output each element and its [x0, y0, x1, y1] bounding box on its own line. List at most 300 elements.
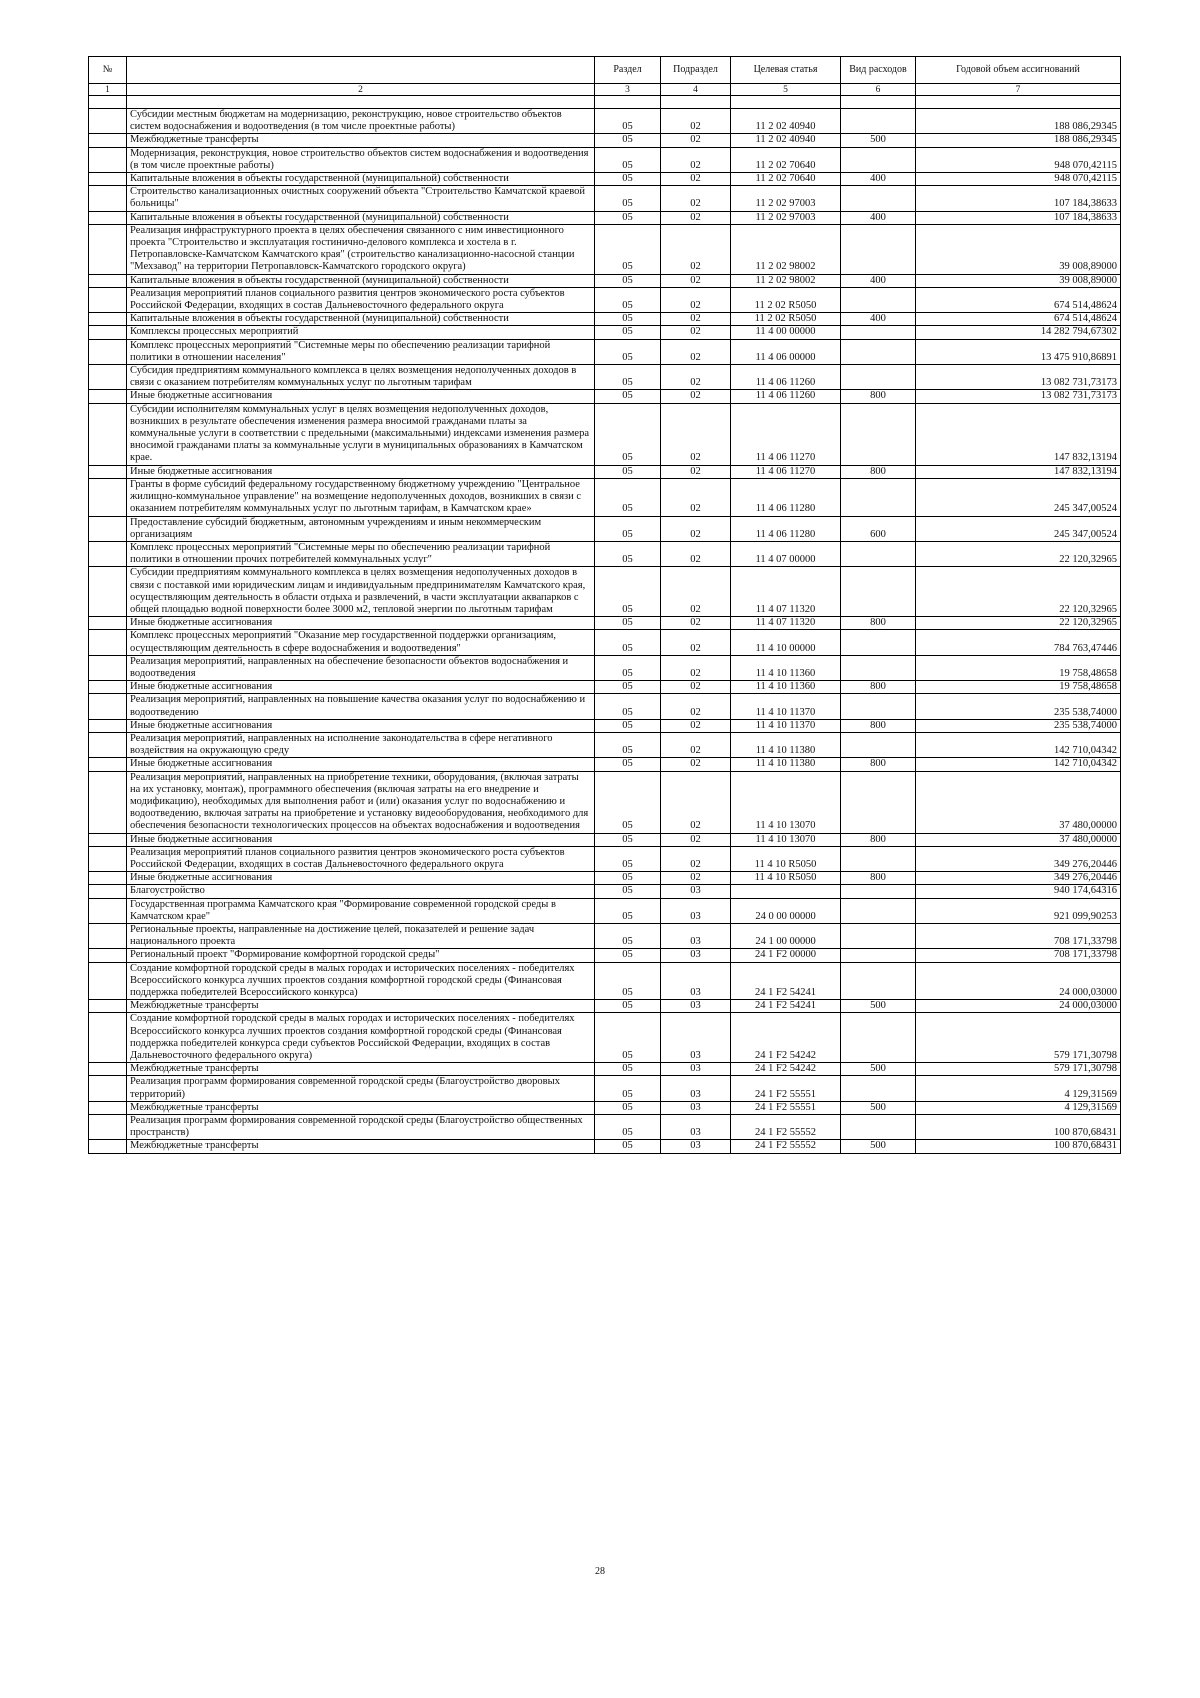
row-amount: 235 538,74000	[916, 719, 1121, 732]
row-vid	[841, 898, 916, 923]
budget-allocations-table	[88, 56, 1121, 1154]
row-razdel: 05	[595, 771, 661, 833]
table-row	[89, 390, 1121, 403]
row-name: Реализация мероприятий планов социального развития центров экономического роста субъектов Российской Федерации, входящих в состав Дальневосточного федерального округа	[127, 846, 595, 871]
row-razdel: 05	[595, 465, 661, 478]
row-number-cell	[89, 1076, 127, 1101]
row-razdel: 05	[595, 516, 661, 541]
row-vid: 800	[841, 833, 916, 846]
row-podrazdel: 02	[661, 186, 731, 211]
row-name: Реализация мероприятий, направленных на повышение качества оказания услуг по водоснабжению и водоотведению	[127, 694, 595, 719]
row-name: Иные бюджетные ассигнования	[127, 617, 595, 630]
table-row	[89, 872, 1121, 885]
table-row	[89, 326, 1121, 339]
row-number-cell	[89, 617, 127, 630]
row-podrazdel: 02	[661, 771, 731, 833]
header-article: Целевая статья	[731, 57, 841, 84]
table-row	[89, 758, 1121, 771]
row-podrazdel: 02	[661, 109, 731, 134]
row-vid	[841, 771, 916, 833]
row-razdel: 05	[595, 224, 661, 274]
row-razdel: 05	[595, 694, 661, 719]
row-podrazdel: 02	[661, 134, 731, 147]
row-vid: 500	[841, 1000, 916, 1013]
table-row	[89, 541, 1121, 566]
row-vid: 600	[841, 516, 916, 541]
row-number-cell	[89, 681, 127, 694]
row-article: 24 0 00 00000	[731, 898, 841, 923]
row-podrazdel: 03	[661, 1115, 731, 1140]
row-razdel: 05	[595, 541, 661, 566]
table-row	[89, 1115, 1121, 1140]
row-name: Комплекс процессных мероприятий "Системные меры по обеспечению реализации тарифной политики в отношении населения"	[127, 339, 595, 364]
row-number-cell	[89, 758, 127, 771]
row-article: 11 2 02 98002	[731, 274, 841, 287]
row-vid: 800	[841, 719, 916, 732]
row-vid: 800	[841, 465, 916, 478]
row-number-cell	[89, 186, 127, 211]
row-podrazdel: 02	[661, 541, 731, 566]
row-podrazdel: 02	[661, 287, 731, 312]
row-article: 11 4 10 13070	[731, 833, 841, 846]
colnum-1: 1	[89, 84, 127, 96]
table-row	[89, 211, 1121, 224]
row-amount: 13 082 731,73173	[916, 390, 1121, 403]
row-article: 11 4 10 11370	[731, 719, 841, 732]
table-row	[89, 567, 1121, 617]
row-number-cell	[89, 771, 127, 833]
row-vid: 800	[841, 872, 916, 885]
row-podrazdel: 03	[661, 1063, 731, 1076]
row-amount: 579 171,30798	[916, 1063, 1121, 1076]
row-razdel: 05	[595, 758, 661, 771]
row-podrazdel: 02	[661, 211, 731, 224]
row-podrazdel: 02	[661, 403, 731, 465]
row-vid: 400	[841, 211, 916, 224]
column-number-row	[89, 84, 1121, 96]
row-vid	[841, 846, 916, 871]
row-name: Иные бюджетные ассигнования	[127, 872, 595, 885]
row-name: Гранты в форме субсидий федеральному государственному бюджетному учреждению "Центральное жилищно-коммунальное управление" на возмещение недополученных доходов, возникших в связи с оказанием потребителям коммунальных услуг по льготным тарифам, в Камчатском крае»	[127, 478, 595, 516]
row-amount: 37 480,00000	[916, 833, 1121, 846]
row-amount: 4 129,31569	[916, 1101, 1121, 1114]
row-article: 24 1 F2 54241	[731, 1000, 841, 1013]
table-row	[89, 339, 1121, 364]
row-number-cell	[89, 211, 127, 224]
row-name: Субсидии местным бюджетам на модернизацию, реконструкцию, новое строительство объектов систем водоснабжения и водоотведения (в том числе проектные работы)	[127, 109, 595, 134]
row-number-cell	[89, 630, 127, 655]
row-razdel: 05	[595, 949, 661, 962]
row-podrazdel: 02	[661, 390, 731, 403]
row-razdel: 05	[595, 1140, 661, 1153]
row-article: 24 1 F2 00000	[731, 949, 841, 962]
row-number-cell	[89, 478, 127, 516]
table-row	[89, 1101, 1121, 1114]
table-row	[89, 885, 1121, 898]
row-podrazdel: 02	[661, 732, 731, 757]
row-name: Комплексы процессных мероприятий	[127, 326, 595, 339]
row-number-cell	[89, 365, 127, 390]
row-vid	[841, 655, 916, 680]
row-podrazdel: 02	[661, 224, 731, 274]
row-article: 24 1 F2 55552	[731, 1115, 841, 1140]
row-podrazdel: 02	[661, 567, 731, 617]
row-podrazdel: 02	[661, 630, 731, 655]
row-number-cell	[89, 173, 127, 186]
row-razdel: 05	[595, 211, 661, 224]
row-name: Межбюджетные трансферты	[127, 1063, 595, 1076]
row-podrazdel: 02	[661, 681, 731, 694]
row-amount: 708 171,33798	[916, 924, 1121, 949]
row-name: Иные бюджетные ассигнования	[127, 833, 595, 846]
row-podrazdel: 03	[661, 962, 731, 1000]
row-article: 11 4 06 11280	[731, 478, 841, 516]
row-podrazdel: 03	[661, 1140, 731, 1153]
row-number-cell	[89, 885, 127, 898]
row-vid	[841, 1013, 916, 1063]
row-article: 24 1 00 00000	[731, 924, 841, 949]
row-number-cell	[89, 719, 127, 732]
row-name: Иные бюджетные ассигнования	[127, 719, 595, 732]
row-razdel: 05	[595, 287, 661, 312]
colnum-6: 6	[841, 84, 916, 96]
row-vid: 400	[841, 274, 916, 287]
row-vid	[841, 567, 916, 617]
row-name: Капитальные вложения в объекты государственной (муниципальной) собственности	[127, 173, 595, 186]
row-amount: 188 086,29345	[916, 109, 1121, 134]
row-amount: 579 171,30798	[916, 1013, 1121, 1063]
row-razdel: 05	[595, 1000, 661, 1013]
row-razdel: 05	[595, 403, 661, 465]
table-row	[89, 313, 1121, 326]
row-vid: 500	[841, 1140, 916, 1153]
row-name: Межбюджетные трансферты	[127, 1000, 595, 1013]
row-vid	[841, 186, 916, 211]
table-row	[89, 365, 1121, 390]
row-vid	[841, 694, 916, 719]
row-podrazdel: 02	[661, 173, 731, 186]
table-row	[89, 630, 1121, 655]
row-razdel: 05	[595, 147, 661, 172]
row-amount: 22 120,32965	[916, 567, 1121, 617]
spacer-row	[89, 96, 1121, 109]
row-vid: 800	[841, 390, 916, 403]
row-number-cell	[89, 326, 127, 339]
row-podrazdel: 02	[661, 719, 731, 732]
row-number-cell	[89, 732, 127, 757]
row-amount: 100 870,68431	[916, 1115, 1121, 1140]
row-razdel: 05	[595, 630, 661, 655]
row-name: Реализация программ формирования современной городской среды (Благоустройство общественных пространств)	[127, 1115, 595, 1140]
table-row	[89, 962, 1121, 1000]
colnum-7: 7	[916, 84, 1121, 96]
row-article: 11 2 02 70640	[731, 147, 841, 172]
row-razdel: 05	[595, 846, 661, 871]
row-number-cell	[89, 567, 127, 617]
row-article: 11 4 06 00000	[731, 339, 841, 364]
row-name: Создание комфортной городской среды в малых городах и исторических поселениях - победителях Всероссийского конкурса лучших проектов создания комфортной городской среды (Финансовая поддержка победителей конкурса среди субъектов Российской Федерации, входящих в состав Дальневосточного федерального округа)	[127, 1013, 595, 1063]
row-razdel: 05	[595, 173, 661, 186]
row-article: 11 2 02 97003	[731, 186, 841, 211]
row-number-cell	[89, 846, 127, 871]
row-amount: 19 758,48658	[916, 655, 1121, 680]
row-razdel: 05	[595, 390, 661, 403]
row-amount: 13 475 910,86891	[916, 339, 1121, 364]
row-name: Реализация мероприятий планов социального развития центров экономического роста субъектов Российской Федерации, входящих в состав Дальневосточного федерального округа	[127, 287, 595, 312]
table-row	[89, 898, 1121, 923]
row-podrazdel: 02	[661, 617, 731, 630]
row-razdel: 05	[595, 681, 661, 694]
table-row	[89, 681, 1121, 694]
row-number-cell	[89, 872, 127, 885]
row-razdel: 05	[595, 617, 661, 630]
row-number-cell	[89, 109, 127, 134]
row-name: Комплекс процессных мероприятий "Оказание мер государственной поддержки организациям, осуществляющим деятельность в сфере водоснабжения и водоотведения"	[127, 630, 595, 655]
row-podrazdel: 03	[661, 924, 731, 949]
row-amount: 24 000,03000	[916, 962, 1121, 1000]
row-name: Реализация мероприятий, направленных на приобретение техники, оборудования, (включая затраты на их установку, монтаж), программного обеспечения (включая затраты на его внедрение и модификацию), необходимых для выполнения работ и (или) оказания услуг по водоснабжению и водоотведению, включая затраты на приобретение и установку видеооборудования, необходимого для обеспечения безопасности технологических процессов на объектах водоснабжения и водоотведения	[127, 771, 595, 833]
row-article: 11 4 07 11320	[731, 617, 841, 630]
table-row	[89, 516, 1121, 541]
row-article: 11 2 02 R5050	[731, 287, 841, 312]
colnum-2: 2	[127, 84, 595, 96]
row-vid: 800	[841, 681, 916, 694]
row-vid	[841, 403, 916, 465]
row-podrazdel: 02	[661, 872, 731, 885]
row-vid	[841, 924, 916, 949]
table-row	[89, 694, 1121, 719]
row-number-cell	[89, 541, 127, 566]
row-article: 11 2 02 R5050	[731, 313, 841, 326]
table-row	[89, 403, 1121, 465]
page-number: 28	[595, 1566, 605, 1577]
row-number-cell	[89, 224, 127, 274]
table-row	[89, 224, 1121, 274]
row-name: Строительство канализационных очистных сооружений объекта "Строительство Камчатской краевой больницы"	[127, 186, 595, 211]
row-razdel: 05	[595, 313, 661, 326]
row-name: Реализация программ формирования современной городской среды (Благоустройство дворовых территорий)	[127, 1076, 595, 1101]
row-article: 24 1 F2 55551	[731, 1076, 841, 1101]
row-article: 11 4 10 R5050	[731, 872, 841, 885]
row-podrazdel: 02	[661, 274, 731, 287]
row-name: Региональные проекты, направленные на достижение целей, показателей и решение задач национального проекта	[127, 924, 595, 949]
row-razdel: 05	[595, 1063, 661, 1076]
row-amount: 107 184,38633	[916, 186, 1121, 211]
row-name: Межбюджетные трансферты	[127, 1101, 595, 1114]
colnum-4: 4	[661, 84, 731, 96]
row-podrazdel: 02	[661, 147, 731, 172]
row-number-cell	[89, 924, 127, 949]
row-article: 24 1 F2 55551	[731, 1101, 841, 1114]
row-article: 11 4 10 R5050	[731, 846, 841, 871]
row-article: 11 2 02 40940	[731, 109, 841, 134]
row-amount: 4 129,31569	[916, 1076, 1121, 1101]
row-vid	[841, 885, 916, 898]
row-number-cell	[89, 1013, 127, 1063]
row-vid	[841, 1115, 916, 1140]
table-row	[89, 833, 1121, 846]
row-amount: 147 832,13194	[916, 403, 1121, 465]
row-number-cell	[89, 313, 127, 326]
row-razdel: 05	[595, 134, 661, 147]
row-podrazdel: 02	[661, 365, 731, 390]
row-article: 11 4 07 11320	[731, 567, 841, 617]
row-razdel: 05	[595, 365, 661, 390]
row-article: 11 4 07 00000	[731, 541, 841, 566]
row-article	[731, 885, 841, 898]
row-vid: 500	[841, 134, 916, 147]
row-amount: 948 070,42115	[916, 147, 1121, 172]
row-article: 11 4 06 11270	[731, 403, 841, 465]
row-amount: 921 099,90253	[916, 898, 1121, 923]
row-number-cell	[89, 147, 127, 172]
table-row	[89, 617, 1121, 630]
row-vid	[841, 147, 916, 172]
row-razdel: 05	[595, 1013, 661, 1063]
row-number-cell	[89, 898, 127, 923]
row-vid	[841, 287, 916, 312]
row-podrazdel: 02	[661, 655, 731, 680]
row-vid	[841, 326, 916, 339]
row-amount: 39 008,89000	[916, 224, 1121, 274]
row-razdel: 05	[595, 186, 661, 211]
row-vid	[841, 1076, 916, 1101]
row-razdel: 05	[595, 567, 661, 617]
row-amount: 784 763,47446	[916, 630, 1121, 655]
row-amount: 188 086,29345	[916, 134, 1121, 147]
row-article: 11 2 02 70640	[731, 173, 841, 186]
row-podrazdel: 02	[661, 478, 731, 516]
table-row	[89, 134, 1121, 147]
row-article: 24 1 F2 55552	[731, 1140, 841, 1153]
row-razdel: 05	[595, 833, 661, 846]
row-razdel: 05	[595, 655, 661, 680]
row-vid	[841, 630, 916, 655]
row-article: 11 4 06 11260	[731, 390, 841, 403]
row-number-cell	[89, 1140, 127, 1153]
row-name: Иные бюджетные ассигнования	[127, 465, 595, 478]
table-row	[89, 109, 1121, 134]
row-name: Реализация мероприятий, направленных на исполнение законодательства в сфере негативного воздействия на окружающую среду	[127, 732, 595, 757]
row-name: Межбюджетные трансферты	[127, 134, 595, 147]
row-number-cell	[89, 287, 127, 312]
row-number-cell	[89, 134, 127, 147]
row-name: Государственная программа Камчатского края "Формирование современной городской среды в Камчатском крае"	[127, 898, 595, 923]
row-vid	[841, 224, 916, 274]
row-amount: 142 710,04342	[916, 758, 1121, 771]
row-article: 11 4 10 11380	[731, 732, 841, 757]
row-amount: 674 514,48624	[916, 287, 1121, 312]
row-razdel: 05	[595, 962, 661, 1000]
table-row	[89, 771, 1121, 833]
row-name: Благоустройство	[127, 885, 595, 898]
table-row	[89, 478, 1121, 516]
row-podrazdel: 03	[661, 1101, 731, 1114]
row-name: Реализация инфраструктурного проекта в целях обеспечения связанного с ним инвестиционного проекта "Строительство и эксплуатация гостинично-делового комплекса и хостела в г. Петропавловске-Камчатском Камчатского края" (строительство канализационно-насосной станции "Мехзавод" на территории Петропавловск-Камчатского городского округа)	[127, 224, 595, 274]
row-podrazdel: 02	[661, 326, 731, 339]
table-row	[89, 274, 1121, 287]
table-row	[89, 1000, 1121, 1013]
row-amount: 14 282 794,67302	[916, 326, 1121, 339]
row-amount: 39 008,89000	[916, 274, 1121, 287]
table-row	[89, 1140, 1121, 1153]
row-article: 11 4 06 11280	[731, 516, 841, 541]
row-vid: 500	[841, 1101, 916, 1114]
row-amount: 100 870,68431	[916, 1140, 1121, 1153]
row-amount: 24 000,03000	[916, 1000, 1121, 1013]
row-razdel: 05	[595, 719, 661, 732]
row-name: Межбюджетные трансферты	[127, 1140, 595, 1153]
row-podrazdel: 03	[661, 1013, 731, 1063]
row-vid	[841, 109, 916, 134]
row-number-cell	[89, 1063, 127, 1076]
row-vid	[841, 962, 916, 1000]
row-article: 24 1 F2 54241	[731, 962, 841, 1000]
header-name	[127, 57, 595, 84]
row-amount: 147 832,13194	[916, 465, 1121, 478]
header-razdel: Раздел	[595, 57, 661, 84]
row-article: 11 2 02 98002	[731, 224, 841, 274]
row-podrazdel: 03	[661, 898, 731, 923]
row-amount: 22 120,32965	[916, 617, 1121, 630]
row-article: 11 4 10 13070	[731, 771, 841, 833]
row-podrazdel: 02	[661, 465, 731, 478]
row-name: Создание комфортной городской среды в малых городах и исторических поселениях - победителях Всероссийского конкурса лучших проектов создания комфортной городской среды (Финансовая поддержка победителей Всероссийского конкурса)	[127, 962, 595, 1000]
row-podrazdel: 02	[661, 758, 731, 771]
row-podrazdel: 03	[661, 885, 731, 898]
row-number-cell	[89, 403, 127, 465]
row-amount: 22 120,32965	[916, 541, 1121, 566]
row-article: 11 4 06 11260	[731, 365, 841, 390]
row-number-cell	[89, 962, 127, 1000]
table-body	[89, 96, 1121, 1154]
table-row	[89, 732, 1121, 757]
row-razdel: 05	[595, 1101, 661, 1114]
row-razdel: 05	[595, 885, 661, 898]
row-razdel: 05	[595, 1076, 661, 1101]
row-amount: 37 480,00000	[916, 771, 1121, 833]
row-razdel: 05	[595, 924, 661, 949]
row-vid: 400	[841, 173, 916, 186]
row-podrazdel: 02	[661, 339, 731, 364]
row-name: Субсидии исполнителям коммунальных услуг в целях возмещения недополученных доходов, возникших в результате обеспечения изменения размера вносимой гражданами платы за коммунальные услуги в соответствии с предельными (максимальными) индексами изменения размера вносимой гражданами платы за коммунальные услуги в муниципальных образованиях в Камчатском крае.	[127, 403, 595, 465]
row-vid	[841, 365, 916, 390]
row-article: 11 4 10 00000	[731, 630, 841, 655]
row-podrazdel: 02	[661, 833, 731, 846]
row-name: Региональный проект "Формирование комфортной городской среды"	[127, 949, 595, 962]
row-amount: 940 174,64316	[916, 885, 1121, 898]
table-row	[89, 949, 1121, 962]
row-article: 11 2 02 40940	[731, 134, 841, 147]
table-row	[89, 1063, 1121, 1076]
row-vid: 800	[841, 758, 916, 771]
row-podrazdel: 02	[661, 846, 731, 871]
row-amount: 948 070,42115	[916, 173, 1121, 186]
row-razdel: 05	[595, 109, 661, 134]
row-amount: 19 758,48658	[916, 681, 1121, 694]
row-vid: 800	[841, 617, 916, 630]
row-vid	[841, 949, 916, 962]
row-name: Иные бюджетные ассигнования	[127, 681, 595, 694]
row-razdel: 05	[595, 326, 661, 339]
header-vid: Вид расходов	[841, 57, 916, 84]
row-vid	[841, 478, 916, 516]
table-header-row	[89, 57, 1121, 84]
table-row	[89, 147, 1121, 172]
row-podrazdel: 02	[661, 694, 731, 719]
row-article: 11 4 10 11360	[731, 655, 841, 680]
row-razdel: 05	[595, 478, 661, 516]
